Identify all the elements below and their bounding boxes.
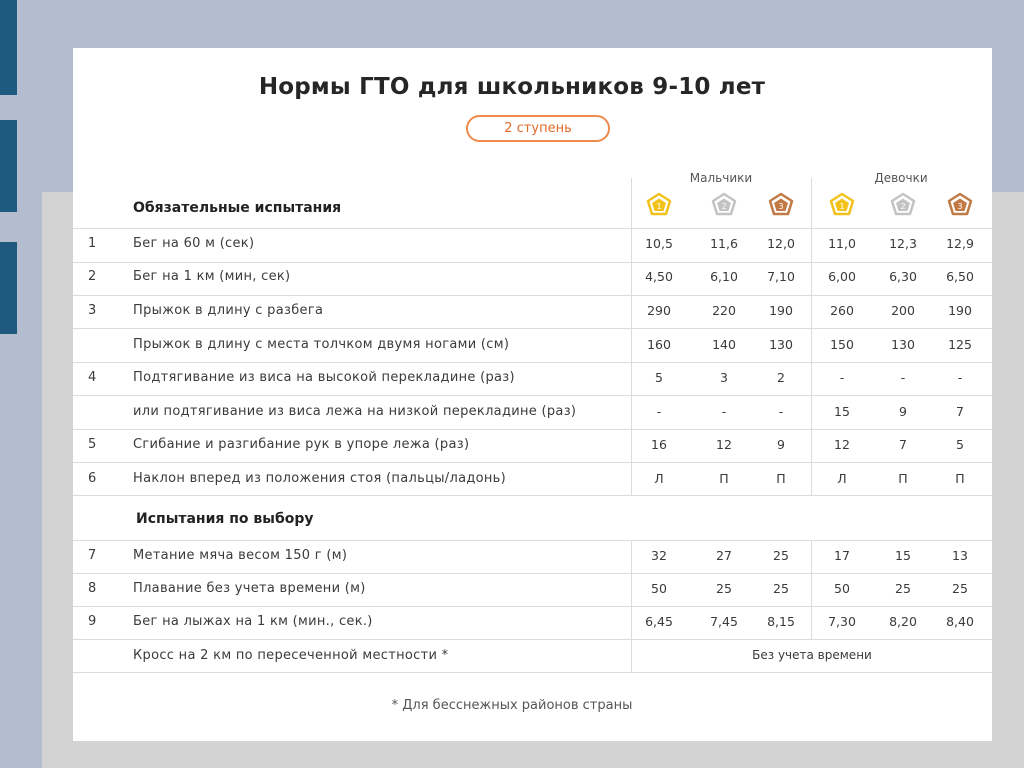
test-name: или подтягивание из виса лежа на низкой перекладине (раз) (133, 404, 577, 419)
table-row (73, 361, 992, 394)
silver-medal-icon (711, 192, 737, 216)
gold-medal-icon (829, 192, 855, 216)
girls-norm-cell: 150 (830, 337, 854, 352)
girls-norm-cell: - (957, 370, 963, 385)
boys-column-header: Мальчики (689, 171, 753, 185)
girls-norm-cell: 15 (834, 404, 850, 419)
girls-norm-cell: 260 (830, 303, 854, 318)
test-name: Прыжок в длину с разбега (133, 303, 324, 318)
boys-norm-cell: 5 (655, 370, 663, 385)
svg-text:1: 1 (656, 202, 662, 211)
bronze-medal-icon (768, 192, 794, 216)
silver-medal-icon (890, 192, 916, 216)
row-number: 9 (88, 614, 97, 629)
girls-norm-cell: 15 (895, 548, 911, 563)
boys-norm-cell: 9 (777, 437, 785, 452)
girls-norm-cell: 7,30 (828, 614, 856, 629)
boys-norm-cell: 130 (769, 337, 793, 352)
girls-norm-cell: 50 (834, 581, 850, 596)
test-name: Подтягивание из виса на высокой перекладине (раз) (133, 370, 515, 385)
girls-norm-cell: 200 (891, 303, 915, 318)
boys-norm-cell: П (719, 471, 729, 486)
table-row (73, 605, 992, 638)
table-row (73, 328, 992, 361)
row-number: 7 (88, 548, 97, 563)
girls-norm-cell: 8,20 (889, 614, 917, 629)
boys-norm-cell: 3 (720, 370, 728, 385)
test-name: Плавание без учета времени (м) (133, 581, 366, 596)
girls-norm-cell: 190 (948, 303, 972, 318)
girls-norm-cell: 6,00 (828, 269, 856, 284)
boys-norm-cell: 10,5 (645, 236, 673, 251)
test-name: Метание мяча весом 150 г (м) (133, 548, 348, 563)
boys-norm-cell: 12 (716, 437, 732, 452)
girls-norm-cell: 12,9 (946, 236, 974, 251)
svg-text:2: 2 (721, 202, 727, 211)
mandatory-section-label: Обязательные испытания (133, 200, 342, 216)
test-name: Бег на 1 км (мин, сек) (133, 269, 291, 284)
girls-norm-cell: - (839, 370, 845, 385)
girls-norm-cell: Л (837, 471, 847, 486)
girls-norm-cell: П (898, 471, 908, 486)
table-row (73, 639, 992, 672)
table-row (73, 260, 992, 293)
girls-norm-cell: 25 (952, 581, 968, 596)
table-row (73, 462, 992, 495)
girls-norm-cell: 125 (948, 337, 972, 352)
boys-norm-cell: 140 (712, 337, 736, 352)
row-number: 8 (88, 581, 97, 596)
boys-norm-cell: 8,15 (767, 614, 795, 629)
boys-norm-cell: 12,0 (767, 236, 795, 251)
table-row (73, 227, 992, 260)
girls-norm-cell: 7 (899, 437, 907, 452)
boys-norm-cell: 25 (773, 548, 789, 563)
girls-norm-cell: 8,40 (946, 614, 974, 629)
girls-norm-cell: 11,0 (828, 236, 856, 251)
svg-text:2: 2 (900, 202, 906, 211)
boys-norm-cell: 220 (712, 303, 736, 318)
girls-norm-cell: 9 (899, 404, 907, 419)
test-name: Наклон вперед из положения стоя (пальцы/ладонь) (133, 471, 507, 486)
row-number: 3 (88, 303, 97, 318)
girls-norm-cell: 17 (834, 548, 850, 563)
boys-norm-cell: 25 (716, 581, 732, 596)
page-title: Нормы ГТО для школьников 9-10 лет (258, 74, 766, 100)
girls-column-header: Девочки (874, 171, 928, 185)
boys-norm-cell: 4,50 (645, 269, 673, 284)
row-divider (73, 495, 992, 496)
svg-text:3: 3 (957, 202, 963, 211)
girls-norm-cell: 25 (895, 581, 911, 596)
boys-norm-cell: 2 (777, 370, 785, 385)
boys-norm-cell: П (776, 471, 786, 486)
boys-norm-cell: 32 (651, 548, 667, 563)
merged-value-cell: Без учета времени (752, 648, 872, 662)
decorative-bar (0, 120, 17, 212)
svg-text:3: 3 (778, 202, 784, 211)
boys-norm-cell: 11,6 (710, 236, 738, 251)
decorative-bar (0, 242, 17, 334)
boys-norm-cell: 6,45 (645, 614, 673, 629)
svg-text:1: 1 (839, 202, 845, 211)
row-number: 1 (88, 236, 97, 251)
girls-norm-cell: 6,50 (946, 269, 974, 284)
row-number: 2 (88, 269, 97, 284)
bronze-medal-icon (947, 192, 973, 216)
table-row (73, 428, 992, 461)
table-row (73, 294, 992, 327)
girls-norm-cell: - (900, 370, 906, 385)
girls-norm-cell: П (955, 471, 965, 486)
girls-norm-cell: 13 (952, 548, 968, 563)
boys-norm-cell: - (778, 404, 784, 419)
table-row (73, 572, 992, 605)
test-name: Бег на 60 м (сек) (133, 236, 255, 251)
girls-norm-cell: 130 (891, 337, 915, 352)
boys-norm-cell: 16 (651, 437, 667, 452)
table-row (73, 539, 992, 572)
test-name: Бег на лыжах на 1 км (мин., сек.) (133, 614, 373, 629)
row-number: 5 (88, 437, 97, 452)
table-row (73, 395, 992, 428)
boys-norm-cell: 6,10 (710, 269, 738, 284)
test-name: Сгибание и разгибание рук в упоре лежа (раз) (133, 437, 470, 452)
test-name: Кросс на 2 км по пересеченной местности * (133, 648, 449, 663)
girls-norm-cell: 12,3 (889, 236, 917, 251)
boys-norm-cell: 290 (647, 303, 671, 318)
girls-norm-cell: 6,30 (889, 269, 917, 284)
boys-norm-cell: 190 (769, 303, 793, 318)
boys-norm-cell: 27 (716, 548, 732, 563)
boys-norm-cell: 160 (647, 337, 671, 352)
stage-badge: 2 ступень (466, 115, 610, 142)
gold-medal-icon (646, 192, 672, 216)
optional-section-label: Испытания по выбору (136, 511, 314, 527)
boys-norm-cell: 7,45 (710, 614, 738, 629)
girls-norm-cell: 5 (956, 437, 964, 452)
row-number: 6 (88, 471, 97, 486)
row-number: 4 (88, 370, 97, 385)
boys-norm-cell: - (721, 404, 727, 419)
boys-norm-cell: - (656, 404, 662, 419)
boys-norm-cell: 7,10 (767, 269, 795, 284)
girls-norm-cell: 12 (834, 437, 850, 452)
row-divider (73, 672, 992, 673)
boys-norm-cell: 25 (773, 581, 789, 596)
girls-norm-cell: 7 (956, 404, 964, 419)
boys-norm-cell: 50 (651, 581, 667, 596)
boys-norm-cell: Л (654, 471, 664, 486)
test-name: Прыжок в длину с места толчком двумя ногами (см) (133, 337, 510, 352)
footnote: * Для бесснежных районов страны (391, 698, 633, 713)
